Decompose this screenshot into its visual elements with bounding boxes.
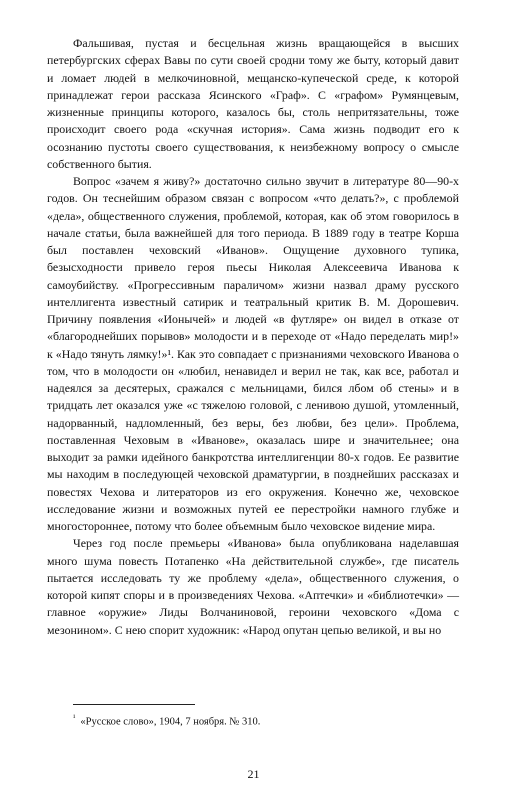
footnote-marker: ¹ <box>73 713 76 722</box>
paragraph-3: Через год после премьеры «Иванова» была опубликована наделавшая много шума повесть Потапенко «На действительной службе», где писатель пытается исследовать ту же проблему «дела», общественного служения, о которой кипят споры и в произведениях Чехова. «Аптечки» и «библиотечки» — главное «оружие» Лиды Волчаниновой, героини чеховского «Дома с мезонином». С нею спорит художник: «Народ опутан цепью великой, и вы но <box>47 536 459 637</box>
paragraph-2: Вопрос «зачем я живу?» достаточно сильно звучит в литературе 80—90-х годов. Он теснейшим образом связан с вопросом «что делать?», с проблемой «дела», общественного служения, проблемой, которая, как об этом говорилось в начале статьи, была важнейшей для того периода. В 1889 году в театре Корша был поставлен чеховский «Иванов». Ощущение духовного тупика, безысходности привело героя пьесы Николая Алексеевича Иванова к самоубийству. «Прогрессивным параличом» жизни назвал драму русского интеллигента известный сатирик и театральный критик В. М. Дорошевич. Причину появления «Ионычей» и людей «в футляре» он видел в отказе от «благороднейших порывов» молодости и в переходе от «Надо переделать мир!» к «Надо тянуть лямку!»¹. Как это совпадает с признаниями чеховского Иванова о том, что в молодости он «любил, ненавидел и верил не так, как все, работал и надеялся за десятерых, сражался с мельницами, бился лбом об стены» и в тридцать лет оказался уже «с тяжелою головой, с ленивою душой, утомленный, надорванный, надломленный, без веры, без любви, без цели». Проблема, поставленная Чеховым в «Иванове», оказалась шире и значительнее; она выходит за рамки идейного банкротства интеллигенции 80-х годов. Ее развитие мы находим в последующей чеховской драматургии, в позднейших рассказах и повестях Чехова и литераторов из его окружения. Конечно же, чеховское исследование жизни и возможных путей ее перестройки намного глубже и многостороннее, потому что более объемным было чеховское видение мира. <box>47 174 459 533</box>
body-text <box>47 35 459 639</box>
footnote <box>47 711 459 730</box>
page-number: 21 <box>247 767 260 781</box>
footnote-area <box>47 704 459 730</box>
footnote-divider <box>73 704 195 705</box>
footnote-text: «Русское слово», 1904, 7 ноября. № 310. <box>80 716 261 728</box>
paragraph-1: Фальшивая, пустая и бесцельная жизнь вращающейся в высших петербургских сферах Вавы по сути своей сродни тому же быту, который давит и ломает людей в мелкочиновной, мещанско-купеческой среде, к которой принадлежат герои рассказа Ясинского «Граф». С «графом» Румянцевым, жизненные принципы которого, казалось бы, столь непритязательны, тоже происходит своего рода «скучная история». Сама жизнь подводит его к осознанию пустоты своего существования, к неизбежному вопросу о смысле собственного бытия. <box>47 36 459 171</box>
